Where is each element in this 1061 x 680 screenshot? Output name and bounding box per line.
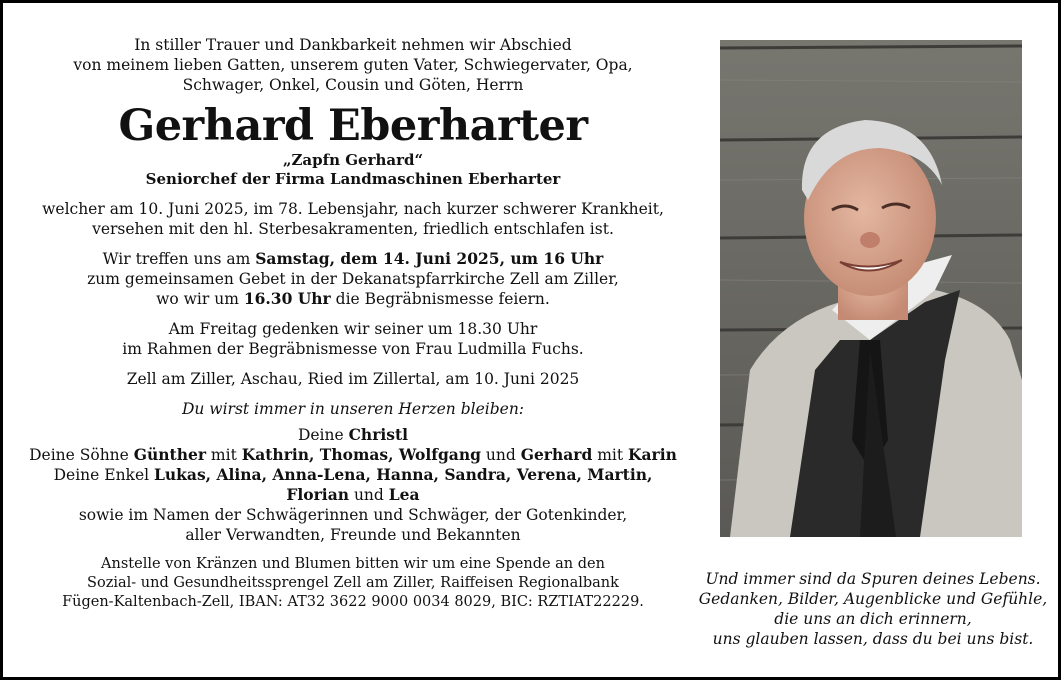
- family-grandchildren-2: [13, 485, 693, 505]
- mass-post: die Begräbnismesse feiern.: [330, 290, 550, 308]
- wife-name: Christl: [348, 425, 409, 444]
- partner-name: Karin: [628, 445, 677, 464]
- with-text: mit: [592, 446, 629, 464]
- donation-line: Sozial- und Gesundheitssprengel Zell am Ziller, Raiffeisen Regionalbank: [87, 575, 619, 591]
- intro-line: In stiller Trauer und Dankbarkeit nehmen wir Abschied: [134, 36, 572, 54]
- donation-line: Anstelle von Kränzen und Blumen bitten wir um eine Spende an den: [101, 556, 605, 572]
- intro-line: von meinem lieben Gatten, unserem guten Vater, Schwiegervater, Opa,: [73, 56, 633, 74]
- poem-line: Gedanken, Bilder, Augenblicke und Gefühle,: [698, 590, 1048, 608]
- motto: Du wirst immer in unseren Herzen bleiben:: [181, 400, 525, 418]
- memorial-poem: [693, 569, 1053, 649]
- death-line: versehen mit den hl. Sterbesakramenten, friedlich entschlafen ist.: [92, 220, 614, 238]
- grandchildren-names: Lukas, Alina, Anna-Lena, Hanna, Sandra, Verena, Martin,: [154, 465, 653, 484]
- nickname: „Zapfn Gerhard“: [282, 151, 424, 169]
- friday-line: im Rahmen der Begräbnismesse von Frau Ludmilla Fuchs.: [122, 340, 584, 358]
- poem-line: Und immer sind da Spuren deines Lebens.: [705, 570, 1041, 588]
- family-sons: [13, 445, 693, 465]
- and-text: und: [480, 446, 521, 464]
- deceased-title: Seniorchef der Firma Landmaschinen Eberharter: [145, 170, 561, 188]
- son-name: Günther: [133, 445, 206, 464]
- portrait-photo: [720, 40, 1022, 537]
- partner-names: Kathrin, Thomas, Wolfgang: [241, 445, 481, 464]
- grand-pre: Deine Enkel: [53, 466, 154, 484]
- death-notice: [13, 199, 693, 239]
- poem-line: die uns an dich erinnern,: [774, 610, 972, 628]
- portrait-illustration: [720, 40, 1022, 537]
- friday-info: [13, 319, 693, 359]
- meeting-line-1: [13, 249, 693, 269]
- meeting-info: [13, 249, 693, 309]
- mass-pre: wo wir um: [156, 290, 244, 308]
- meeting-date: Samstag, dem 14. Juni 2025, um 16 Uhr: [255, 249, 604, 268]
- grandchild-name: Florian: [286, 485, 350, 504]
- family-grandchildren: [13, 465, 693, 485]
- donation-note: [13, 555, 693, 612]
- place-date: Zell am Ziller, Aschau, Ried im Zillertal, am 10. Juni 2025: [126, 370, 580, 388]
- family-list: [13, 425, 693, 545]
- family-wife: [13, 425, 693, 445]
- death-line: welcher am 10. Juni 2025, im 78. Lebensjahr, nach kurzer schwerer Krankheit,: [42, 200, 664, 218]
- deceased-name: Gerhard Eberharter: [118, 101, 588, 151]
- wife-pre: Deine: [297, 426, 349, 444]
- meeting-line-3: [13, 289, 693, 309]
- meeting-line-2: zum gemeinsamen Gebet in der Dekanatspfarrkirche Zell am Ziller,: [87, 270, 619, 288]
- intro-line: Schwager, Onkel, Cousin und Göten, Herrn: [182, 76, 524, 94]
- poem-line: uns glauben lassen, dass du bei uns bist.: [712, 630, 1034, 648]
- friday-line: Am Freitag gedenken wir seiner um 18.30 Uhr: [168, 320, 538, 338]
- sons-pre: Deine Söhne: [29, 446, 134, 464]
- family-others: sowie im Namen der Schwägerinnen und Schwäger, der Gotenkinder,: [78, 506, 628, 524]
- grandchild-name: Lea: [388, 485, 420, 504]
- obituary-text: [13, 35, 693, 612]
- donation-line: Fügen-Kaltenbach-Zell, IBAN: AT32 3622 9000 0034 8029, BIC: RZTIAT22229.: [62, 594, 644, 610]
- meeting-pre: Wir treffen uns am: [102, 250, 256, 268]
- son-name: Gerhard: [520, 445, 593, 464]
- family-others: aller Verwandten, Freunde und Bekannten: [185, 526, 521, 544]
- intro-block: [13, 35, 693, 95]
- mass-time: 16.30 Uhr: [243, 289, 331, 308]
- with-text: mit: [206, 446, 242, 464]
- and-text: und: [349, 486, 389, 504]
